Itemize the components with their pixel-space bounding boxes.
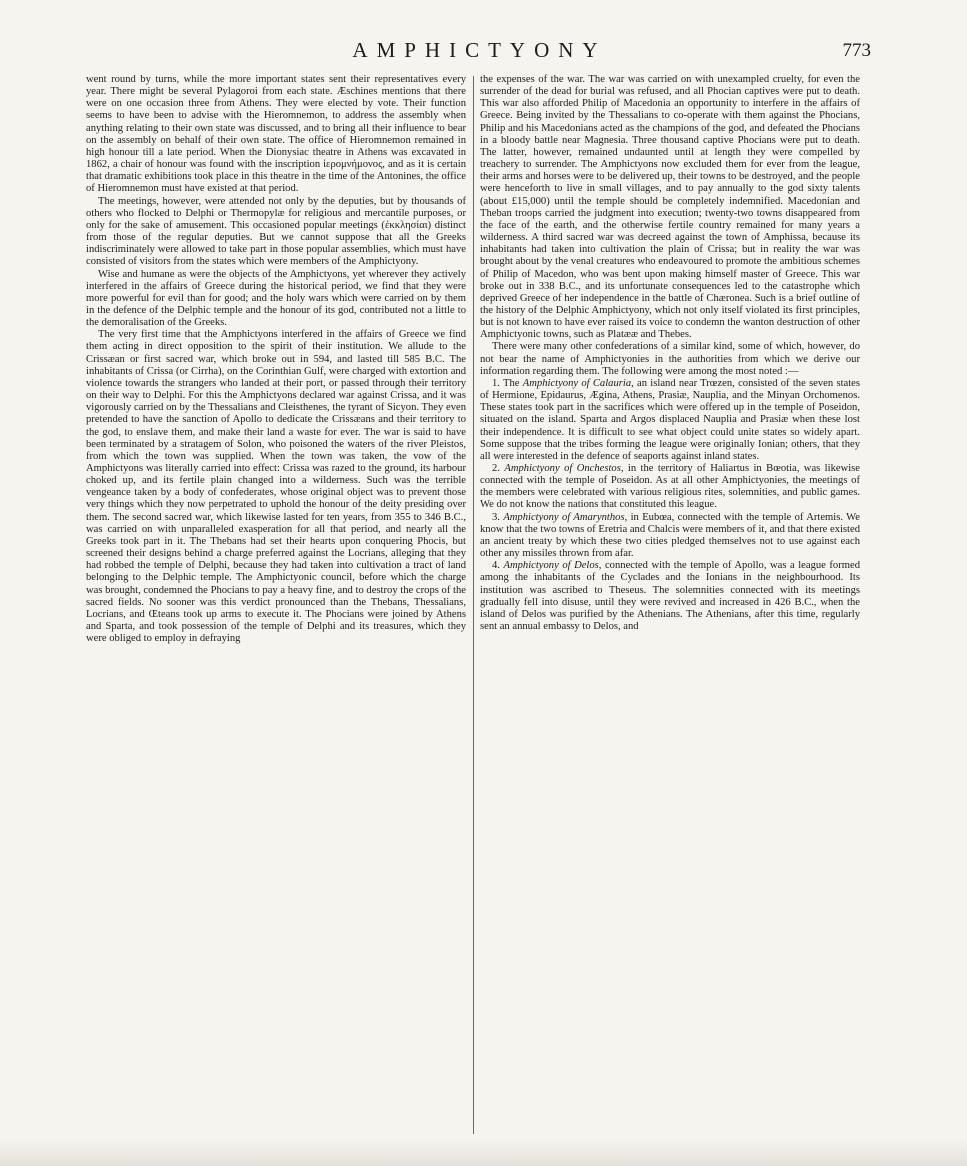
item-name: Amphictyony of Delos	[503, 560, 599, 572]
list-item	[480, 378, 860, 463]
item-name: Amphictyony of Onchestos	[504, 463, 621, 474]
list-item	[480, 463, 860, 512]
paragraph: The meetings, however, were attended not only by the deputies, but by thousands of others who flocked to Delphi or Thermopylæ for religious and mercantile purposes, or only for the sake of amusement. This occasioned popular meetings (ἐκκλησίαι) distinct from those of the regular deputies. But we cannot suppose that all the Greeks indiscriminately were allowed to take part in those popular assemblies, which must have consisted of visitors from the states which were members of the Amphictyony.	[86, 195, 466, 268]
paragraph: There were many other confederations of a similar kind, some of which, however, do not bear the name of Amphictyonies in the authorities from which we derive our information regarding them. The following were among the most noted :—	[480, 341, 860, 377]
paragraph: went round by turns, while the more important states sent their representatives every year. There might be several Pylagoroi from each state. Æschines mentions that there were on one occasion three from Athens. They were elected by vote. Their function seems to have been to advise with the Hieromnemon, to address the assembly when anything relating to their own state was discussed, and to bring all their influence to bear on the assembly on behalf of their own state. The office of Hieromnemon remained in high honour till a late period. When the Dionysiac theatre in Athens was excavated in 1862, a chair of honour was found with the inscription ἱερομνήμονος, and as it is certain that dramatic exhibitions took place in this theatre in the time of the Antonines, the office of Hieromnemon must have existed at that period.	[86, 74, 466, 195]
item-name: Amphictyony of Amarynthos	[503, 511, 625, 523]
list-item	[480, 512, 860, 561]
item-name: Amphictyony of Calauria	[522, 377, 632, 389]
item-number: 2.	[492, 463, 500, 474]
running-title: AMPHICTYONY	[352, 38, 607, 62]
item-text: , an island near Trœzen, consisted of the seven states of Hermione, Epidaurus, Ægina, Athens, Prasiæ, Nauplia, and the Minyan Orchomenos. These states took part in the sacrifices which were offered up in the temple of Poseidon, situated on the island. Sparta and Argos displaced Nauplia and Prasiæ when these lost their independence. It is difficult to see what object could unite states so widely apart. Some suppose that the tribes forming the league were originally Ionian; others, that they all were interested in the defence of seaports against inland states.	[480, 377, 860, 462]
paragraph: The very first time that the Amphictyons interfered in the affairs of Greece we find them acting in direct opposition to the spirit of their institution. We allude to the Crissæan or first sacred war, which broke out in 594, and lasted till 585 B.C. The inhabitants of Crissa (or Cirrha), on the Corinthian Gulf, were charged with extortion and violence towards the strangers who landed at their port, or passed through their territory on their way to Delphi. For this the Amphictyons declared war against Crissa, and it was vigorously carried on by the Thessalians and Cleisthenes, the tyrant of Sicyon. They even pretended to have the sanction of Apollo to dedicate the Crissæans and their territory to the god, to enslave them, and make their land a waste for ever. The war is said to have been terminated by a stratagem of Solon, who poisoned the waters of the river Pleistos, from which the town was supplied. When the town was taken, the vow of the Amphictyons was literally carried into effect: Crissa was razed to the ground, its harbour choked up, and its fertile plain changed into a wilderness. Such was the terrible vengeance taken by a body of confederates, whose original object was to prevent those very things which they now perpetrated to uphold the honour of the deity presiding over them. The second sacred war, which likewise lasted for ten years, from 355 to 346 B.C., was carried on with unparalleled exasperation for all that period, and nearly all the Greeks took part in it. The Thebans had set their hearts upon conquering Phocis, but screened their designs behind a charge preferred against the Locrians, alleging that they had robbed the temple of Delphi, because they had taken into cultivation a tract of land belonging to the Delphic temple. The Amphictyonic council, before which the charge was brought, condemned the Phocians to pay a heavy fine, and to destroy the crops of the sacred fields. No sooner was this verdict pronounced than the Thebans, Thessalians, Locrians, and Œteans took up arms to execute it. The Phocians were joined by Athens and Sparta, and took possession of the temple of Delphi and its treasures, which they were obliged to employ in defraying	[86, 329, 466, 645]
paragraph: the expenses of the war. The war was carried on with unexampled cruelty, for even the surrender of the dead for burial was refused, and all Phocian captives were put to death. This war also afforded Philip of Macedonia an opportunity to interfere in the affairs of Greece. Being invited by the Thessalians to co-operate with them against the Phocians, Philip and his Macedonians acted as the champions of the god, and defeated the Phocians in a bloody battle near Magnesia. Three thousand captive Phocians were put to death. The latter, however, remained undaunted until at length they were compelled by treachery to surrender. The Amphictyons now excluded them for ever from the league, their arms and horses were to be delivered up, their towns to be destroyed, and the people were henceforth to live in small villages, and to pay annually to the god sixty talents (about £15,000) until the temple should be completely indemnified. Macedonian and Theban troops carried the judgment into execution; twenty-two towns disappeared from the face of the earth, and the otherwise fertile country remained for many years a wilderness. A third sacred war was decreed against the town of Amphissa, because its inhabitants had taken into cultivation the plain of Crissa; but in reality the war was brought about by the venal creatures who endeavoured to promote the ambitious schemes of Philip of Macedon, who was bent upon making himself master of Greece. This war broke out in 338 B.C., and its unfortunate consequences led to the catastrophe which deprived Greece of her independence in the battle of Chæronea. Such is a brief outline of the history of the Delphic Amphictyony, which not only itself violated its first principles, but is not known to have ever raised its voice to condemn the wanton destruction of other Amphictyonic towns, such as Platææ and Thebes.	[480, 74, 860, 341]
left-column	[86, 74, 466, 1144]
column-divider	[473, 76, 474, 1134]
list-item	[480, 560, 860, 633]
page-bottom-shadow	[0, 1138, 967, 1166]
item-number: 1.	[492, 377, 500, 389]
item-text: , in Eubœa, connected with the temple of Artemis. We know that the two towns of Eretria and Chalcis were members of it, and that there existed an ancient treaty by which these two cities pledged themselves not to use against each other any missiles thrown from afar.	[480, 511, 860, 560]
item-prefix: The	[503, 377, 523, 389]
paragraph: Wise and humane as were the objects of the Amphictyons, yet wherever they actively interfered in the affairs of Greece during the historical period, we find that they were more powerful for evil than for good; and the holy wars which were carried on by them in the defence of the Delphic temple and the honour of its god, contributed not a little to the demoralisation of the Greeks.	[86, 268, 466, 329]
item-text: , in the territory of Haliartus in Bœotia, was likewise connected with the temple of Poseidon. As at all other Amphictyonies, the meetings of the members were celebrated with various religious rites, solemnities, and public games. We do not know the nations that constituted this league.	[480, 463, 860, 511]
page-number: 773	[842, 40, 871, 61]
item-number: 3.	[492, 511, 500, 523]
running-header	[88, 38, 871, 68]
right-column	[480, 74, 860, 1144]
item-text: , connected with the temple of Apollo, was a league formed among the inhabitants of the Cyclades and the Ionians in the neighbourhood. Its institution was ascribed to Theseus. The solemnities connected with its meetings gradually fell into disuse, until they were revived and increased in 426 B.C., when the island of Delos was purified by the Athenians. The Athenians, after this time, regularly sent an annual embassy to Delos, and	[480, 560, 860, 633]
item-number: 4.	[492, 560, 500, 572]
